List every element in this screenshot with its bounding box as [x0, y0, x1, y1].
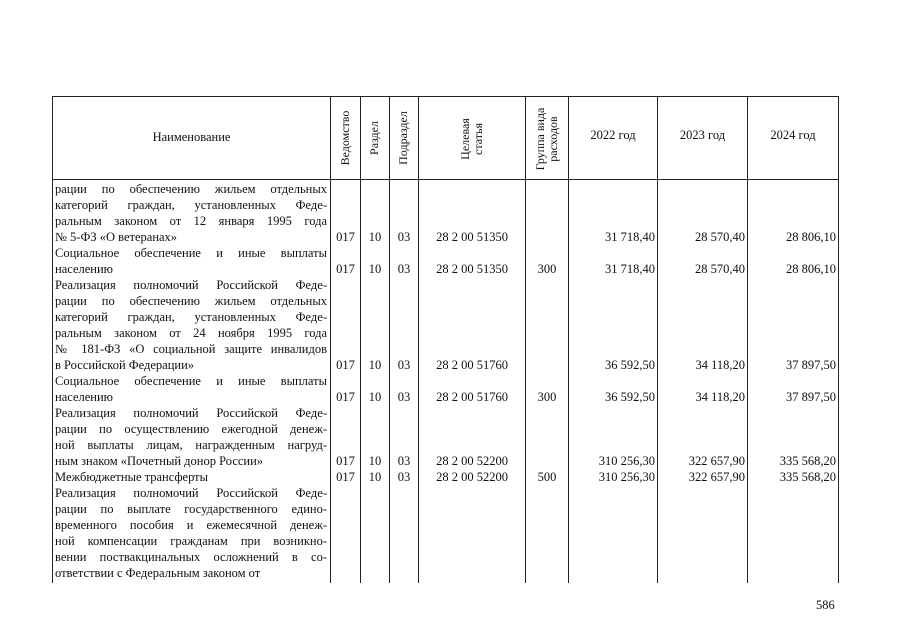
cell-razdel: 10 [368, 230, 382, 244]
cell-2023: 322 657,90 [688, 454, 745, 468]
header-celevaya-line1: Целевая [458, 118, 472, 160]
table-row [0, 181, 905, 245]
header-bottom-border [52, 179, 839, 180]
cell-2022: 36 592,50 [605, 390, 655, 404]
cell-celevaya: 28 2 00 51350 [436, 230, 508, 244]
row-name-line: ной выплаты лицам, награжденным нагруд- [55, 438, 327, 452]
cell-podrazdel: 03 [397, 470, 411, 484]
cell-celevaya: 28 2 00 51760 [436, 358, 508, 372]
header-vedomstvo: Ведомство [338, 110, 352, 166]
row-name [55, 405, 327, 469]
row-name-line: Реализация полномочий Российской Феде- [55, 278, 327, 292]
cell-razdel: 10 [368, 454, 382, 468]
cell-2024: 335 568,20 [779, 454, 836, 468]
table-row [0, 469, 905, 485]
cell-razdel: 10 [368, 262, 382, 276]
cell-vedomstvo: 017 [336, 390, 355, 404]
cell-celevaya: 28 2 00 52200 [436, 470, 508, 484]
cell-2023: 28 570,40 [695, 230, 745, 244]
header-gruppa-line1: Группа вида [533, 107, 547, 171]
table-row [0, 405, 905, 469]
cell-2024: 28 806,10 [786, 262, 836, 276]
cell-gruppa: 500 [537, 470, 557, 484]
header-2023: 2023 год [679, 128, 726, 142]
row-name-line: Социальное обеспечение и иные выплаты [55, 246, 327, 260]
cell-vedomstvo: 017 [336, 230, 355, 244]
cell-2022: 31 718,40 [605, 262, 655, 276]
cell-vedomstvo: 017 [336, 470, 355, 484]
header-gruppa-line2: расходов [546, 116, 560, 162]
row-name-line: № 181-ФЗ «О социальной защите инвалидов [55, 342, 327, 356]
row-name [55, 469, 327, 485]
header-2022: 2022 год [590, 128, 636, 142]
row-name-line: вении поствакцинальных осложнений в со- [55, 550, 327, 564]
row-name-line: временного пособия и ежемесячной денеж- [55, 518, 327, 532]
cell-vedomstvo: 017 [336, 262, 355, 276]
cell-vedomstvo: 017 [336, 358, 355, 372]
table-row [0, 277, 905, 373]
cell-2023: 322 657,90 [688, 470, 745, 484]
cell-2024: 28 806,10 [786, 230, 836, 244]
header-gruppa [534, 99, 560, 179]
row-name-line: рации по обеспечению жильем отдельных [55, 182, 327, 196]
row-name-line: ным знаком «Почетный донор России» [55, 454, 264, 468]
cell-podrazdel: 03 [397, 230, 411, 244]
cell-razdel: 10 [368, 470, 382, 484]
row-name-line: ной компенсации гражданам при возникно- [55, 534, 327, 548]
row-name-line: ответствии с Федеральным законом от [55, 566, 261, 580]
row-name-line: Социальное обеспечение и иные выплаты [55, 374, 327, 388]
cell-2022: 310 256,30 [598, 470, 655, 484]
row-name-line: категорий граждан, установленных Феде- [55, 310, 327, 324]
row-name-line: рации по осуществлению ежегодной денеж- [55, 422, 327, 436]
table-row [0, 373, 905, 405]
cell-2022: 36 592,50 [605, 358, 655, 372]
cell-2024: 37 897,50 [786, 358, 836, 372]
row-name-line: населению [55, 262, 113, 276]
header-razdel: Раздел [367, 121, 381, 155]
row-name-line: населению [55, 390, 113, 404]
cell-podrazdel: 03 [397, 262, 411, 276]
row-name-line: Реализация полномочий Российской Феде- [55, 406, 327, 420]
header-2024: 2024 год [770, 128, 816, 142]
row-name-line: № 5-ФЗ «О ветеранах» [55, 230, 178, 244]
cell-celevaya: 28 2 00 52200 [436, 454, 508, 468]
table-top-border [52, 96, 839, 97]
cell-2023: 28 570,40 [695, 262, 745, 276]
cell-gruppa: 300 [537, 262, 557, 276]
row-name [55, 245, 327, 277]
header-celevaya [459, 99, 485, 179]
header-podrazdel: Подраздел [396, 111, 410, 165]
row-name-line: рации по выплате государственного едино- [55, 502, 327, 516]
row-name [55, 373, 327, 405]
table-row [0, 485, 905, 581]
header-name: Наименование [152, 130, 231, 144]
row-name-line: в Российской Федерации» [55, 358, 195, 372]
cell-2022: 310 256,30 [598, 454, 655, 468]
cell-razdel: 10 [368, 358, 382, 372]
cell-celevaya: 28 2 00 51760 [436, 390, 508, 404]
row-name-line: Реализация полномочий Российской Феде- [55, 486, 327, 500]
cell-podrazdel: 03 [397, 454, 411, 468]
cell-2023: 34 118,20 [695, 390, 745, 404]
table-row [0, 245, 905, 277]
header-celevaya-line2: статья [471, 123, 485, 155]
row-name-line: ральным законом от 12 января 1995 года [55, 214, 327, 228]
row-name-line: ральным законом от 24 ноября 1995 года [55, 326, 327, 340]
row-name [55, 277, 327, 373]
cell-podrazdel: 03 [397, 390, 411, 404]
row-name-line: категорий граждан, установленных Феде- [55, 198, 327, 212]
cell-2022: 31 718,40 [605, 230, 655, 244]
row-name-line: Межбюджетные трансферты [55, 470, 209, 484]
cell-celevaya: 28 2 00 51350 [436, 262, 508, 276]
row-name-line: рации по обеспечению жильем отдельных [55, 294, 327, 308]
page-number: 586 [816, 598, 835, 612]
row-name [55, 485, 327, 581]
row-name [55, 181, 327, 245]
cell-podrazdel: 03 [397, 358, 411, 372]
cell-2024: 335 568,20 [779, 470, 836, 484]
cell-vedomstvo: 017 [336, 454, 355, 468]
cell-2023: 34 118,20 [695, 358, 745, 372]
cell-razdel: 10 [368, 390, 382, 404]
cell-2024: 37 897,50 [786, 390, 836, 404]
cell-gruppa: 300 [537, 390, 557, 404]
